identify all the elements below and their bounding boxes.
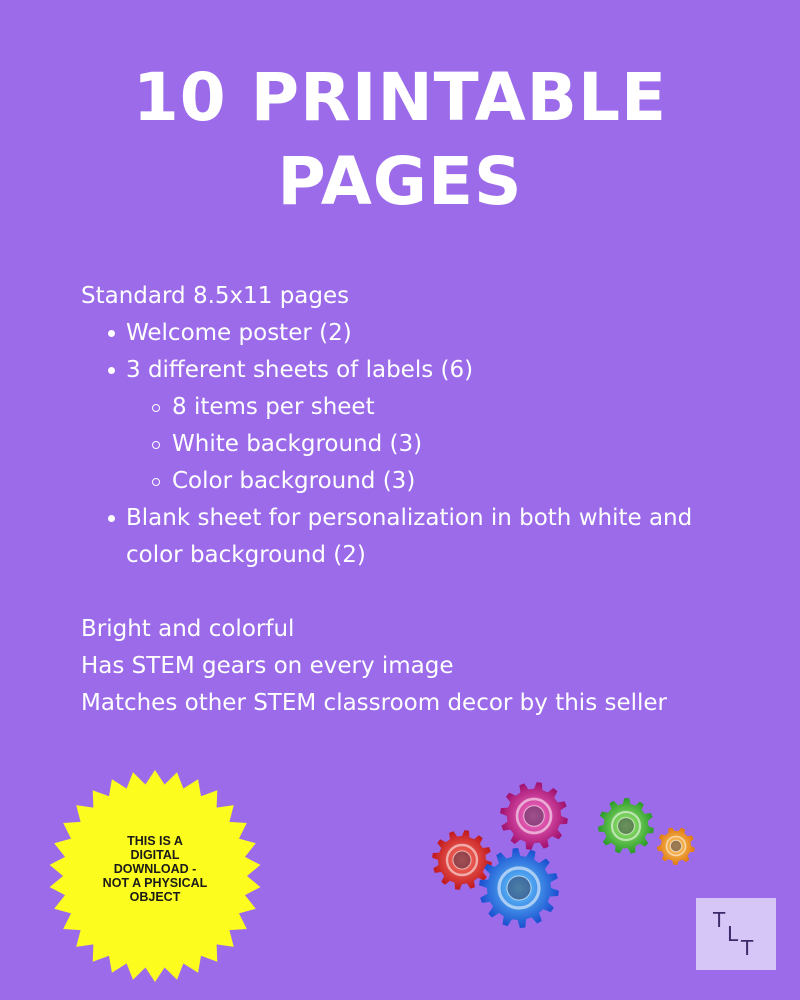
- page-title: [0, 56, 800, 224]
- badge-line: DOWNLOAD -: [113, 862, 197, 876]
- badge-line: THIS IS A: [127, 834, 183, 848]
- tlt-logo: [696, 898, 776, 970]
- green-gear-icon: [598, 798, 654, 854]
- details-sublist: [81, 389, 721, 500]
- details-list: [81, 315, 721, 389]
- details-intro: Standard 8.5x11 pages: [81, 283, 350, 309]
- logo-letter: T: [741, 936, 754, 960]
- title-line-2: PAGES: [277, 143, 523, 220]
- feature-line: Bright and colorful: [81, 616, 295, 642]
- list-item-label: 3 different sheets of labels (6): [126, 357, 474, 383]
- content-block: [81, 278, 721, 722]
- badge-line: DIGITAL: [130, 848, 180, 862]
- badge-line: OBJECT: [129, 890, 181, 904]
- title-line-1: 10 PRINTABLE: [132, 59, 668, 136]
- list-item-label: Welcome poster (2): [126, 320, 352, 346]
- logo-letter: L: [727, 922, 739, 946]
- sub-list-item-label: White background (3): [172, 431, 423, 457]
- badge-text: [95, 834, 215, 904]
- bullet-icon: [108, 367, 115, 374]
- sub-list-item-label: 8 items per sheet: [172, 394, 375, 420]
- hollow-bullet-icon: [152, 478, 160, 486]
- feature-line: Has STEM gears on every image: [81, 653, 454, 679]
- badge-line: NOT A PHYSICAL: [102, 876, 208, 890]
- hollow-bullet-icon: [152, 404, 160, 412]
- list-item: [81, 500, 721, 574]
- bullet-icon: [108, 515, 115, 522]
- sub-list-item: [126, 389, 721, 426]
- sub-list-item-label: Color background (3): [172, 468, 416, 494]
- list-item: [81, 315, 721, 352]
- list-item: [81, 352, 721, 389]
- feature-line: Matches other STEM classroom decor by this seller: [81, 690, 668, 716]
- logo-letter: T: [713, 908, 726, 932]
- bullet-icon: [108, 330, 115, 337]
- details-list-continued: [81, 500, 721, 574]
- sub-list-item: [126, 426, 721, 463]
- sub-list-item: [126, 463, 721, 500]
- orange-gear-icon: [657, 827, 695, 865]
- blue-gear-icon: [479, 848, 559, 928]
- digital-download-badge: [47, 768, 263, 984]
- pink-gear-icon: [500, 782, 568, 850]
- stem-gears-icon: [422, 776, 702, 942]
- hollow-bullet-icon: [152, 441, 160, 449]
- list-item-label: Blank sheet for personalization in both white and color background (2): [126, 505, 693, 568]
